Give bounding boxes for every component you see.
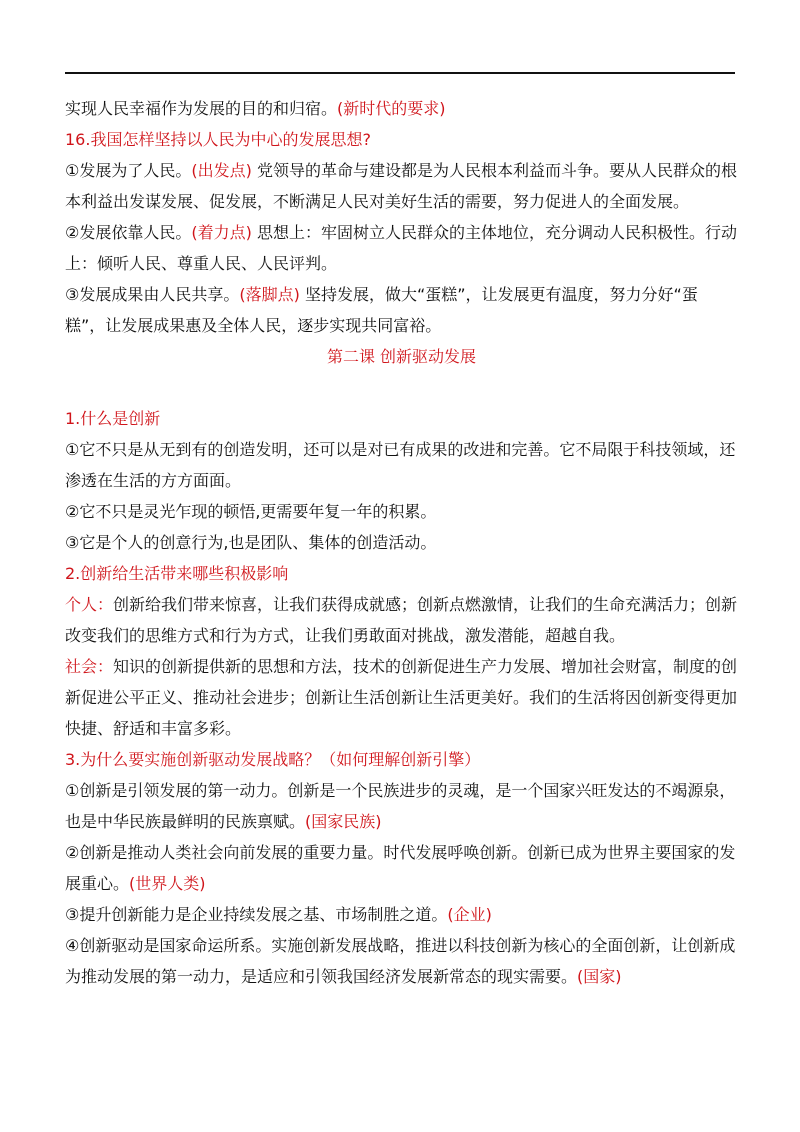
body-text: 创新给我们带来惊喜，让我们获得成就感；创新点燃激情，让我们的生命充满活力；创新改变我们的思维方式和行为方式，让我们勇敢面对挑战，激发潜能，超越自我。 xyxy=(65,595,738,645)
body-text: 党领导的革命与建设都是为人民根本利益而斗争。要从人民群众的根本利益出发谋发展、促发展，不断满足人民对美好生活的需要，努力促进人的全面发展。 xyxy=(65,161,737,211)
paragraph xyxy=(65,434,738,496)
body-text: 思想上：牢固树立人民群众的主体地位，充分调动人民积极性。行动上：倾听人民、尊重人民、人民评判。 xyxy=(65,223,737,273)
paragraph xyxy=(65,279,738,341)
paragraph xyxy=(65,589,738,651)
paragraph xyxy=(65,899,738,930)
paragraph xyxy=(65,403,738,434)
highlight-text: (出发点) xyxy=(191,161,252,180)
paragraph xyxy=(65,93,738,124)
paragraph xyxy=(65,527,738,558)
body-text: ③提升创新能力是企业持续发展之基、市场制胜之道。 xyxy=(65,905,448,924)
body-text: ③发展成果由人民共享。 xyxy=(65,285,240,304)
paragraph xyxy=(65,155,738,217)
highlight-text: (着力点) xyxy=(191,223,252,242)
body-text: 知识的创新提供新的思想和方法，技术的创新促进生产力发展、增加社会财富，制度的创新促进公平正义、推动社会进步；创新让生活创新让生活更美好。我们的生活将因创新变得更加快捷、舒适和丰富多彩。 xyxy=(65,657,738,738)
highlight-text: (国家) xyxy=(577,967,622,986)
body-text: ④创新驱动是国家命运所系。实施创新发展战略，推进以科技创新为核心的全面创新，让创新成为推动发展的第一动力，是适应和引领我国经济发展新常态的现实需要。 xyxy=(65,936,736,986)
paragraph xyxy=(65,837,738,899)
paragraph xyxy=(65,651,738,744)
body-text: ③它是个人的创意行为,也是团队、集体的创造活动。 xyxy=(65,533,437,552)
body-text: ②创新是推动人类社会向前发展的重要力量。时代发展呼唤创新。创新已成为世界主要国家的发展重心。 xyxy=(65,843,736,893)
highlight-text: 个人： xyxy=(65,595,114,614)
highlight-text: (国家民族) xyxy=(305,812,382,831)
highlight-text: 第二课 创新驱动发展 xyxy=(326,347,477,366)
paragraph xyxy=(65,217,738,279)
body-text: ②它不只是灵光乍现的顿悟,更需要年复一年的积累。 xyxy=(65,502,437,521)
section-gap xyxy=(65,372,738,403)
highlight-text: (世界人类) xyxy=(129,874,206,893)
paragraph xyxy=(65,775,738,837)
highlight-text: 社会： xyxy=(65,657,114,676)
paragraph xyxy=(65,744,738,775)
highlight-text: 3.为什么要实施创新驱动发展战略？（如何理解创新引擎） xyxy=(65,750,481,769)
paragraph xyxy=(65,930,738,992)
paragraph xyxy=(65,558,738,589)
highlight-text: 1.什么是创新 xyxy=(65,409,161,428)
body-text: 实现人民幸福作为发展的目的和归宿。 xyxy=(65,99,338,118)
highlight-text: 2.创新给生活带来哪些积极影响 xyxy=(65,564,289,583)
top-rule xyxy=(65,72,735,74)
highlight-text: (落脚点) xyxy=(239,285,300,304)
highlight-text: (新时代的要求) xyxy=(337,99,446,118)
body-text: ①发展为了人民。 xyxy=(65,161,192,180)
document-body xyxy=(65,93,738,992)
highlight-text: 16.我国怎样坚持以人民为中心的发展思想? xyxy=(65,130,371,149)
highlight-text: (企业) xyxy=(447,905,492,924)
body-text: 坚持发展，做大“蛋糕”，让发展更有温度，努力分好“蛋糕”，让发展成果惠及全体人民，逐步实现共同富裕。 xyxy=(65,285,698,335)
paragraph xyxy=(65,124,738,155)
body-text: ②发展依靠人民。 xyxy=(65,223,192,242)
body-text: ①它不只是从无到有的创造发明，还可以是对已有成果的改进和完善。它不局限于科技领域，还渗透在生活的方方面面。 xyxy=(65,440,736,490)
paragraph xyxy=(65,496,738,527)
body-text: ①创新是引领发展的第一动力。创新是一个民族进步的灵魂，是一个国家兴旺发达的不竭源泉，也是中华民族最鲜明的民族禀赋。 xyxy=(65,781,736,831)
section-title xyxy=(65,341,738,372)
